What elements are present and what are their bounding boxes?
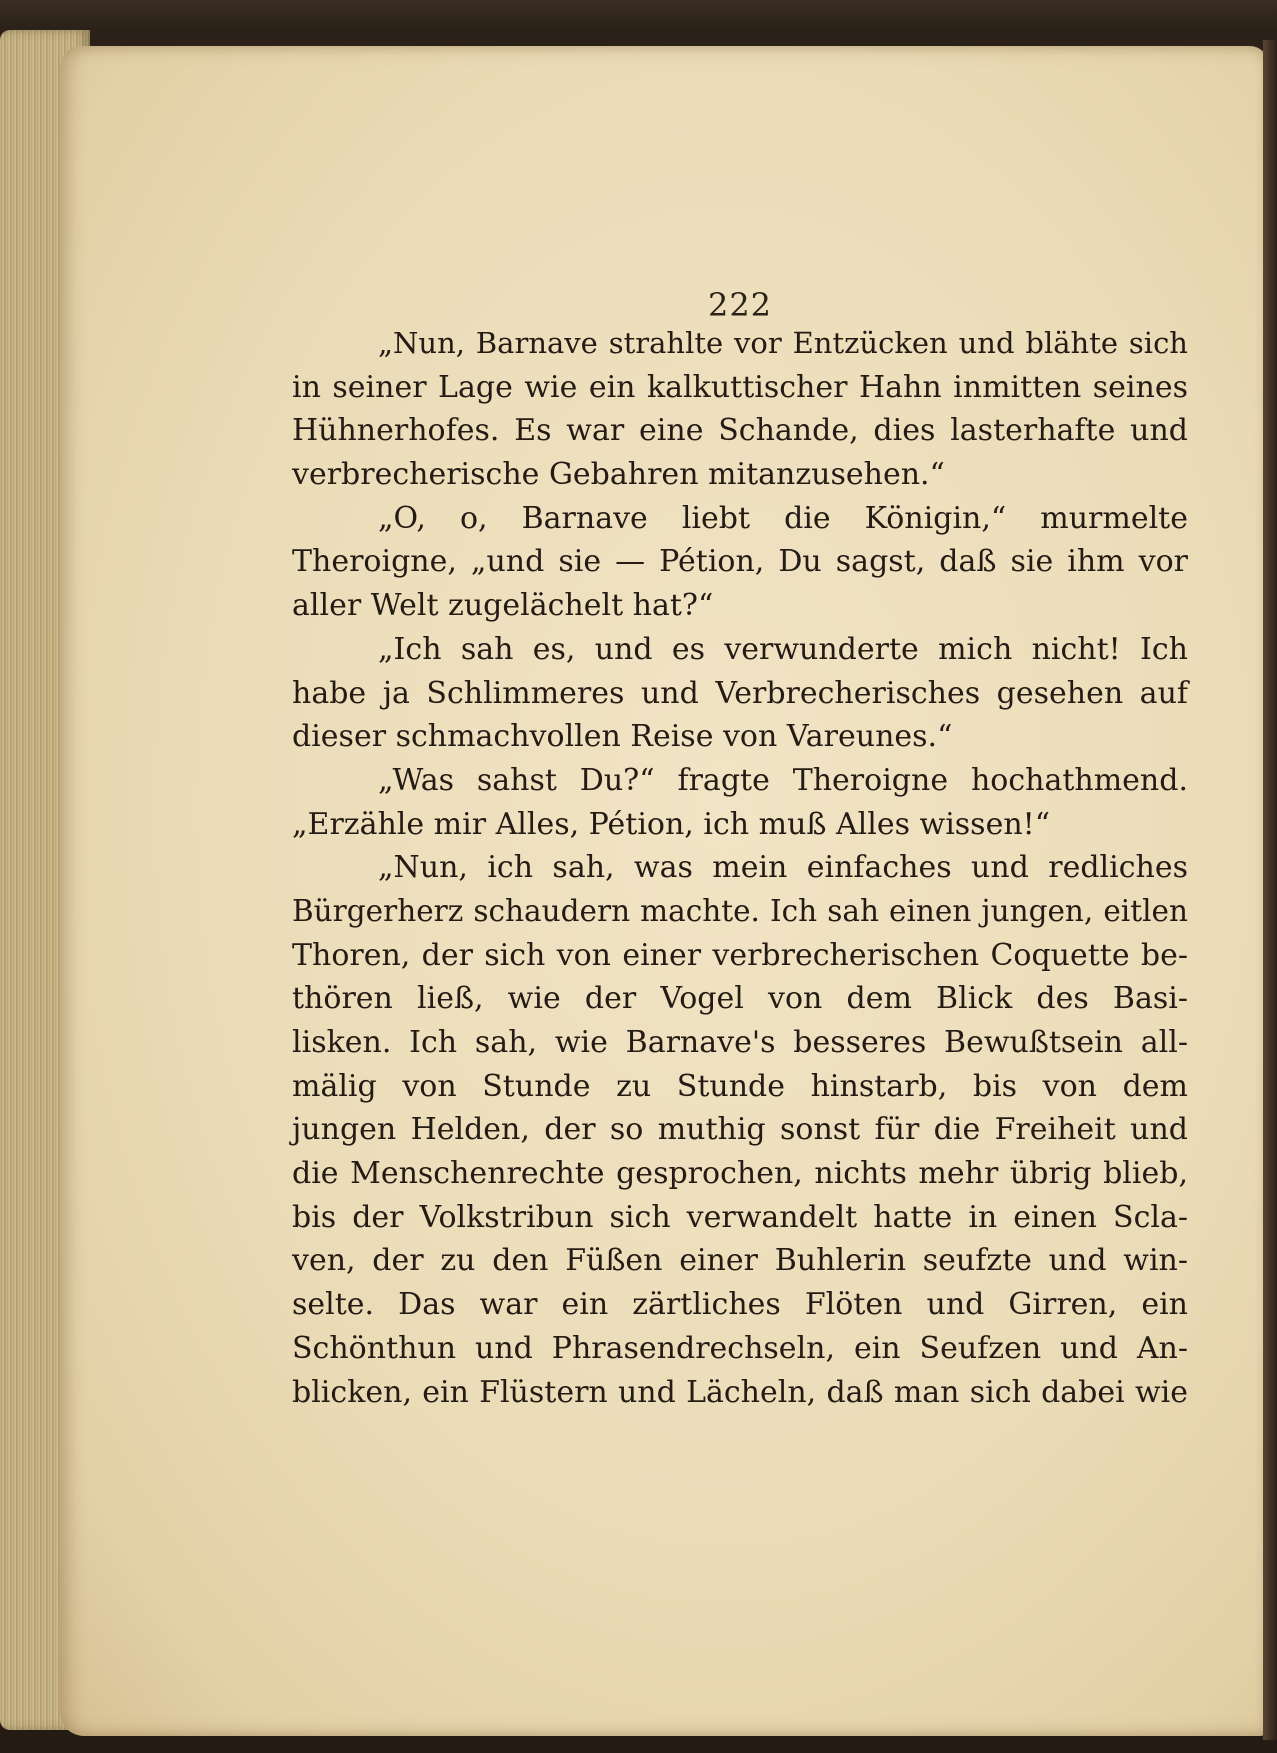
text-line: ven, der zu den Füßen einer Buhlerin seufzte und win- [292,1243,1188,1279]
text-line: Thoren, der sich von einer verbrecherischen Coquette be- [292,937,1188,973]
body-text [292,322,1188,1414]
text-line: lisken. Ich sah, wie Barnave's besseres Bewußtsein all- [292,1025,1188,1060]
text-line: Bürgerherz schaudern machte. Ich sah einen jungen, eitlen [292,893,1188,928]
text-line: habe ja Schlimmeres und Verbrecherisches gesehen auf [292,675,1188,711]
text-line: „Ich sah es, und es verwunderte mich nicht! Ich [378,631,1188,667]
text-line: „Was sahst Du?“ fragte Theroigne hochathmend. [378,762,1188,798]
page-number: 222 [707,286,773,324]
text-line: thören ließ, wie der Vogel von dem Blick des Basi- [292,981,1188,1017]
cover-edge [1263,40,1277,1740]
text-line: bis der Volkstribun sich verwandelt hatte in einen Scla- [292,1199,1188,1235]
text-line: Hühnerhofes. Es war eine Schande, dies lasterhafte und [292,413,1188,449]
text-line: verbrecherische Gebahren mitanzusehen.“ [292,457,945,493]
text-line: Schönthun und Phrasendrechseln, ein Seufzen und An- [292,1330,1188,1366]
text-line: „O, o, Barnave liebt die Königin,“ murmelte [378,500,1188,536]
text-line: blicken, ein Flüstern und Lächeln, daß man sich dabei wie [292,1374,1188,1410]
text-line: „Erzähle mir Alles, Pétion, ich muß Alles wissen!“ [292,806,1051,842]
text-line: selte. Das war ein zärtliches Flöten und Girren, ein [292,1287,1188,1323]
text-line: „Nun, ich sah, was mein einfaches und redliches [378,850,1188,886]
text-line: in seiner Lage wie ein kalkuttischer Hahn inmitten seines [292,369,1188,405]
text-line: aller Welt zugelächelt hat?“ [292,588,714,624]
text-line: mälig von Stunde zu Stunde hinstarb, bis von dem [292,1068,1188,1104]
text-line: Theroigne, „und sie — Pétion, Du sagst, daß sie ihm vor [292,544,1188,580]
text-line: „Nun, Barnave strahlte vor Entzücken und blähte sich [378,326,1188,360]
text-line: die Menschenrechte gesprochen, nichts mehr übrig blieb, [292,1156,1188,1192]
text-line: jungen Helden, der so muthig sonst für die Freiheit und [292,1112,1188,1148]
text-line: dieser schmachvollen Reise von Vareunes.“ [292,719,953,755]
